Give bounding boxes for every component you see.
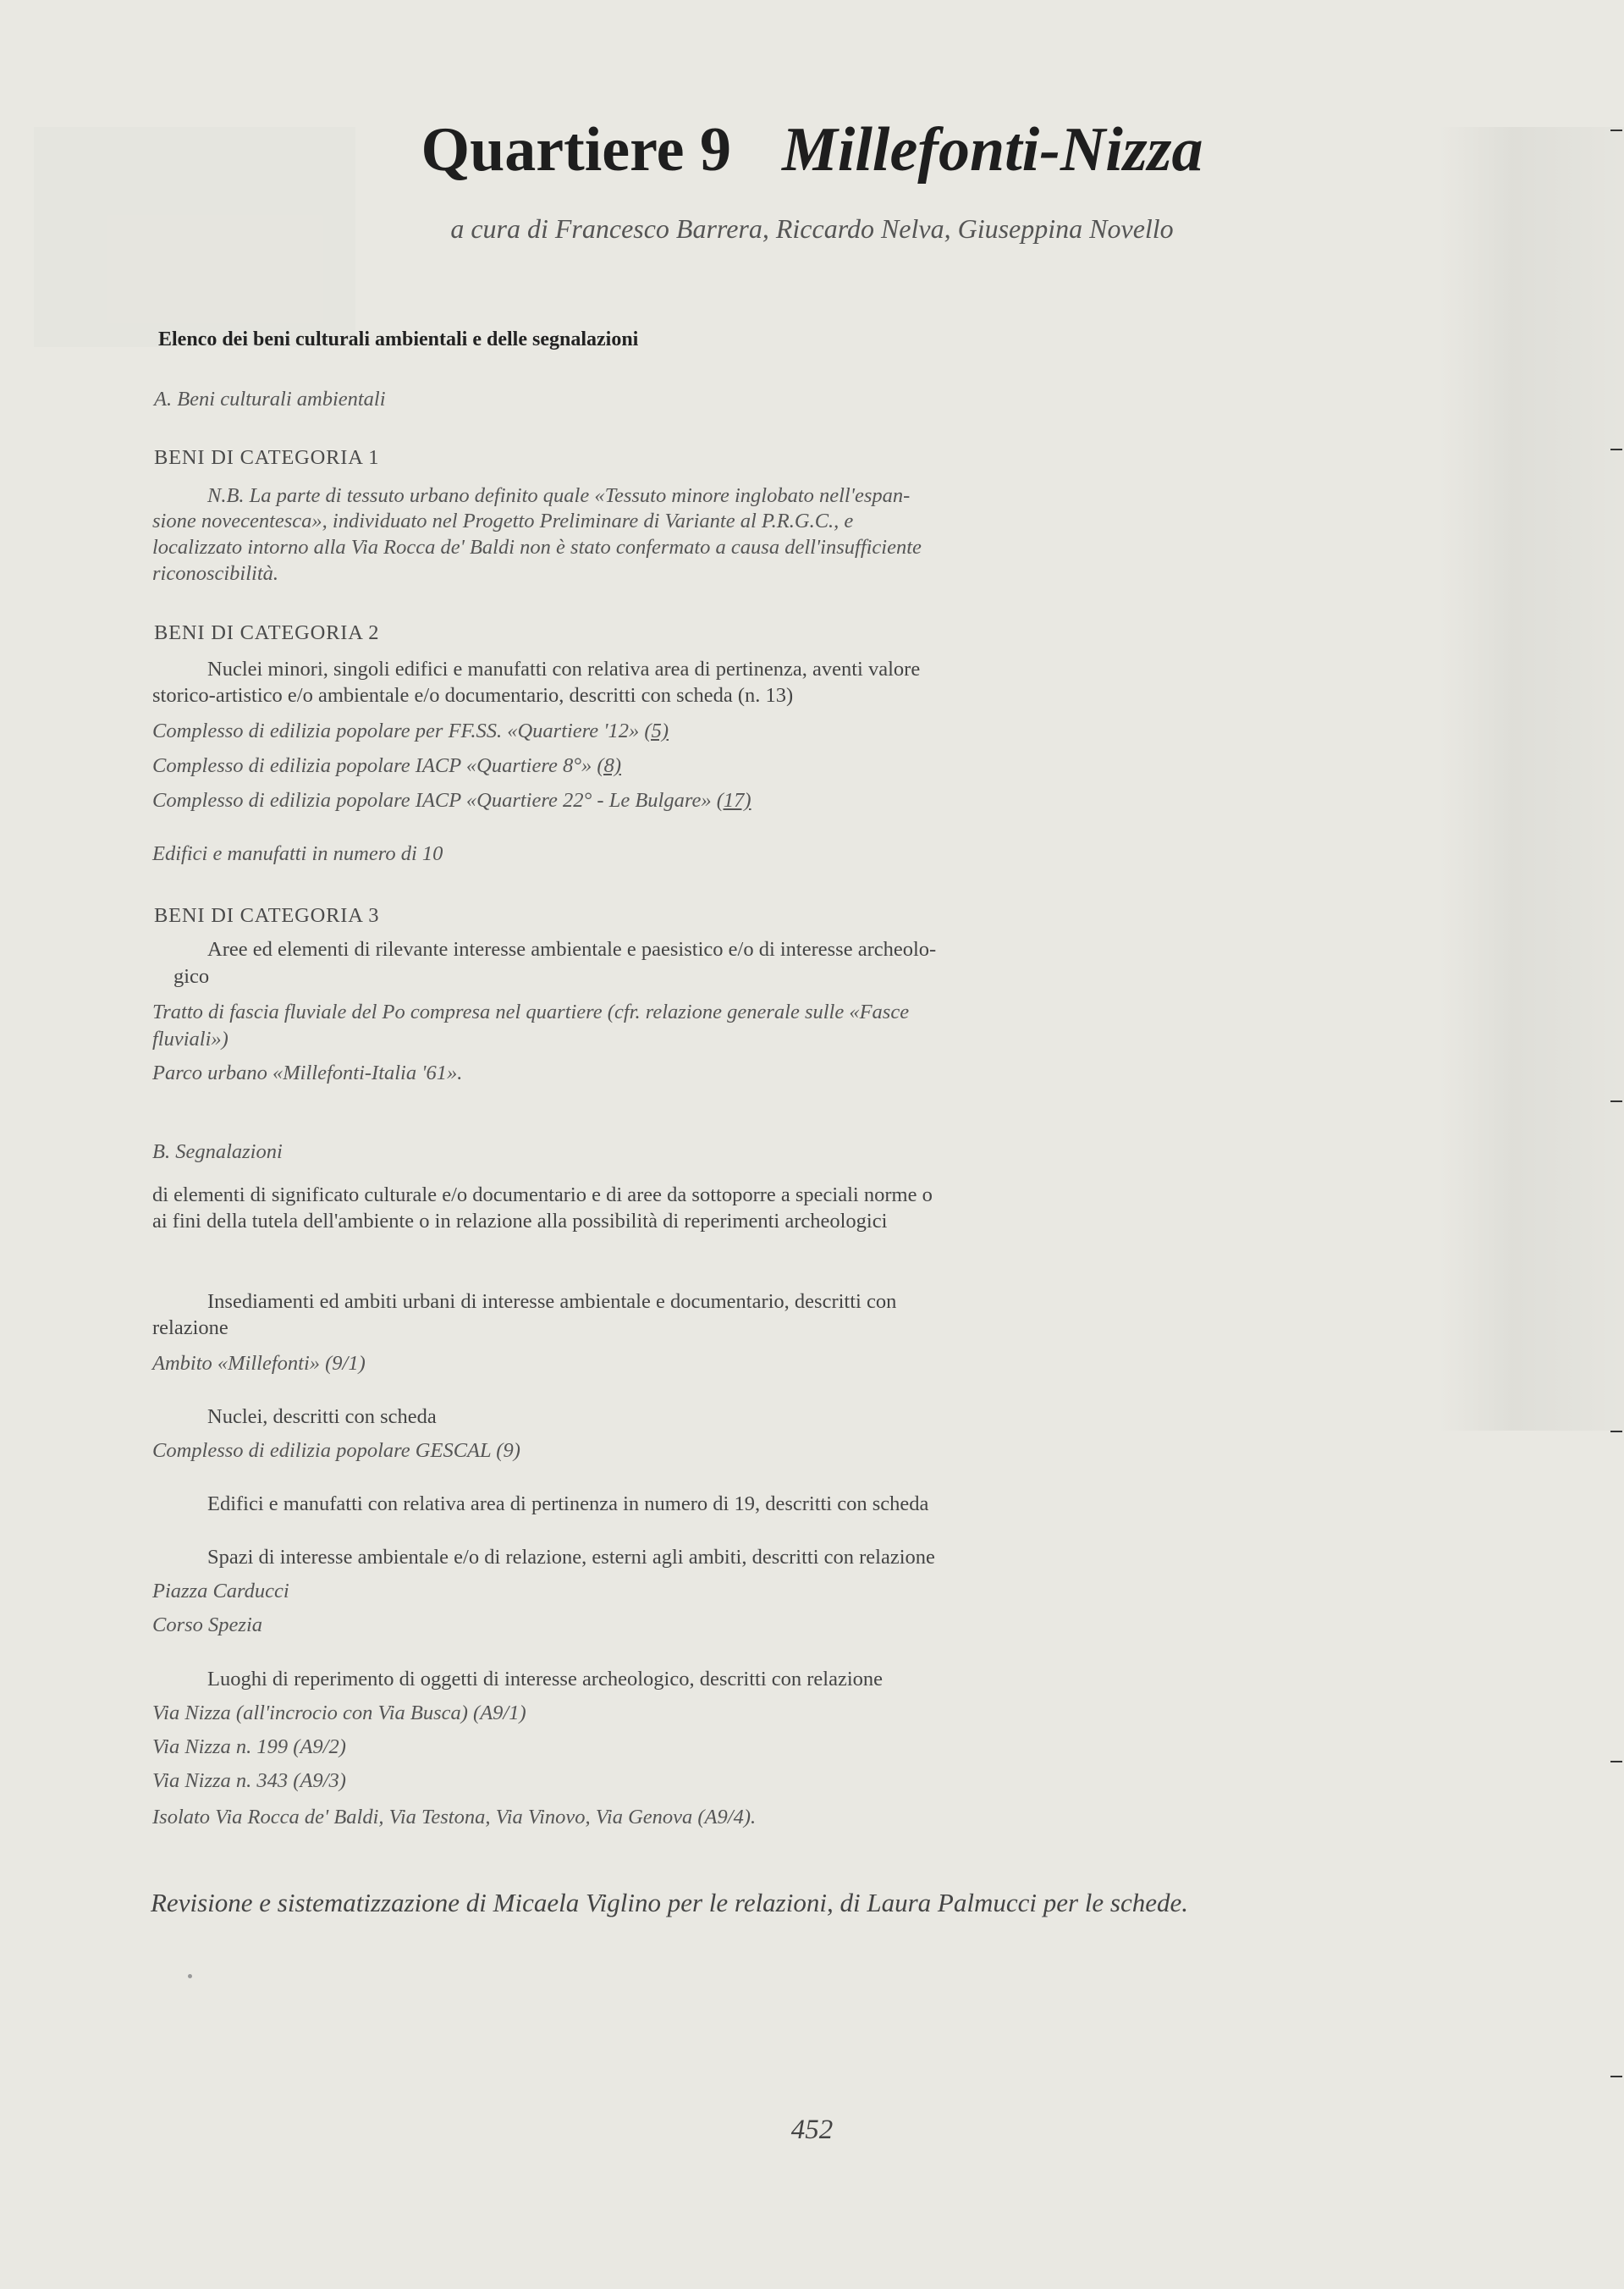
spazi-label: Spazi di interesse ambientale e/o di relazione, esterni agli ambiti, descritti con relazione [207,1546,935,1569]
list-heading: Elenco dei beni culturali ambientali e delle segnalazioni [158,328,639,350]
luoghi-item: Via Nizza (all'incrocio con Via Busca) (A9/1) [152,1702,526,1724]
cat1-note-line: localizzato intorno alla Via Rocca de' Baldi non è stato confermato a causa dell'insufficiente [152,536,922,559]
edge-tick [1610,1431,1622,1432]
cat2-title: BENI DI CATEGORIA 2 [154,621,380,644]
cat1-note-line: N.B. La parte di tessuto urbano definito quale «Tessuto minore inglobato nell'espan- [207,484,911,507]
cat2-item-ref: (8) [597,754,621,777]
spazi-item: Piazza Carducci [152,1580,289,1602]
cat2-item: Complesso di edilizia popolare per FF.SS. «Quartiere '12» (5) [152,720,669,742]
cat2-desc-line: storico-artistico e/o ambientale e/o documentario, descritti con scheda (n. 13) [152,684,794,707]
edge-tick [1610,449,1622,450]
edifici-label: Edifici e manufatti con relativa area di pertinenza in numero di 19, descritti con scheda [207,1492,929,1515]
cat3-item: Parco urbano «Millefonti-Italia '61». [152,1062,463,1084]
facing-page-bleed-through [1439,127,1624,1431]
section-a-heading: A. Beni culturali ambientali [154,388,386,411]
page-title [0,114,1624,186]
insediamenti-line: relazione [152,1316,228,1339]
insediamenti-item: Ambito «Millefonti» (9/1) [152,1352,366,1375]
section-b-heading: B. Segnalazioni [152,1140,283,1163]
closing-note: Revisione e sistematizzazione di Micaela Viglino per le relazioni, di Laura Palmucci per le schede. [151,1888,1188,1917]
title-place: Millefonti-Nizza [781,115,1203,185]
cat2-item: Complesso di edilizia popolare IACP «Quartiere 8°» (8) [152,754,621,777]
cat2-item-ref: (5) [644,720,669,742]
spazi-item: Corso Spezia [152,1613,263,1636]
cat3-title: BENI DI CATEGORIA 3 [154,904,380,927]
edge-tick [1610,1761,1622,1762]
cat2-item: Complesso di edilizia popolare IACP «Quartiere 22° - Le Bulgare» (17) [152,789,751,812]
cat1-note-line: sione novecentesca», individuato nel Progetto Preliminare di Variante al P.R.G.C., e [152,510,854,532]
cat2-desc-line: Nuclei minori, singoli edifici e manufatti con relativa area di pertinenza, aventi valore [207,658,921,681]
cat1-title: BENI DI CATEGORIA 1 [154,446,380,469]
cat2-count-note: Edifici e manufatti in numero di 10 [152,842,443,865]
page-number: 452 [790,2115,834,2145]
luoghi-item: Isolato Via Rocca de' Baldi, Via Testona, Via Vinovo, Via Genova (A9/4). [152,1806,757,1828]
title-number: Quartiere 9 [421,115,731,185]
luoghi-label: Luoghi di reperimento di oggetti di interesse archeologico, descritti con relazione [207,1668,884,1691]
nuclei-label: Nuclei, descritti con scheda [207,1405,437,1428]
cat1-note-line: riconoscibilità. [152,562,279,585]
cat2-item-ref: (17) [716,789,751,812]
cat3-item: Tratto di fascia fluviale del Po compresa nel quartiere (cfr. relazione generale sulle «Fasce [152,1001,910,1023]
luoghi-item: Via Nizza n. 199 (A9/2) [152,1735,346,1758]
edge-tick [1610,2076,1622,2077]
section-b-intro-line: di elementi di significato culturale e/o documentario e di aree da sottoporre a speciali norme o [152,1183,933,1206]
nuclei-item: Complesso di edilizia popolare GESCAL (9) [152,1439,520,1462]
section-b-intro-line: ai fini della tutela dell'ambiente o in relazione alla possibilità di reperimenti archeologici [152,1210,888,1233]
cat3-item: fluviali») [152,1028,228,1051]
luoghi-item: Via Nizza n. 343 (A9/3) [152,1769,346,1792]
cat3-desc-line: Aree ed elementi di rilevante interesse ambientale e paesistico e/o di interesse archeolo- [207,938,937,961]
cat3-desc-line: gico [173,965,210,988]
edge-tick [1610,130,1622,131]
editors-line: a cura di Francesco Barrera, Riccardo Nelva, Giuseppina Novello [450,213,1174,244]
edge-tick [1610,1100,1622,1102]
insediamenti-line: Insediamenti ed ambiti urbani di interesse ambientale e documentario, descritti con [207,1290,897,1313]
speck [188,1974,192,1978]
